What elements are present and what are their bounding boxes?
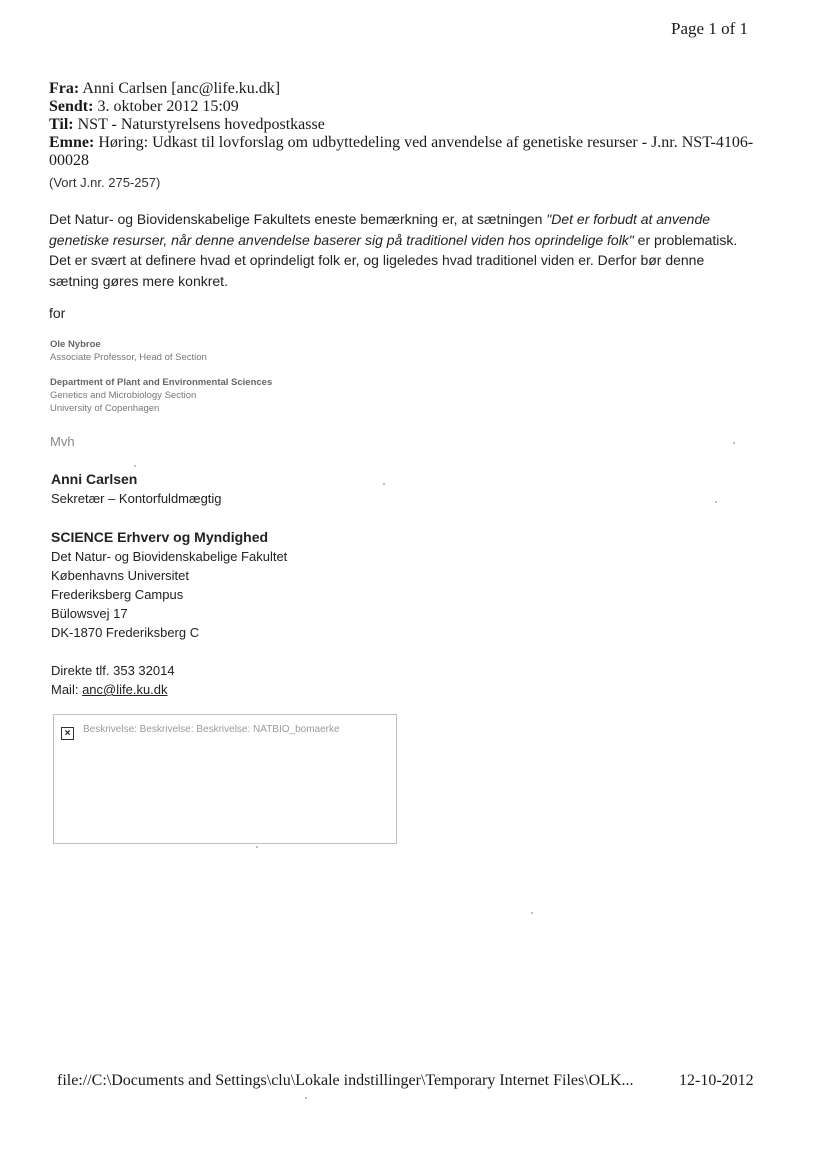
- ole-section: Genetics and Microbiology Section: [50, 390, 197, 401]
- anni-faculty: Det Natur- og Biovidenskabelige Fakultet: [51, 549, 288, 564]
- ole-university: University of Copenhagen: [50, 403, 160, 414]
- sent-label: Sendt:: [49, 98, 94, 115]
- subject-value: Høring: Udkast til lovforslag om udbyttedeling ved anvendelse af genetiske resurser - J.nr. NST-4106-00028: [49, 134, 754, 169]
- footer-path: file://C:\Documents and Settings\clu\Lokale indstillinger\Temporary Internet Files\OLK...: [57, 1072, 634, 1089]
- broken-image-icon: ×: [61, 727, 74, 740]
- body-intro: Det Natur- og Biovidenskabelige Fakultets eneste bemærkning er, at sætningen: [49, 211, 547, 227]
- to-value: NST - Naturstyrelsens hovedpostkasse: [77, 116, 325, 133]
- anni-org: SCIENCE Erhverv og Myndighed: [51, 529, 269, 545]
- sent-value: 3. oktober 2012 15:09: [97, 98, 239, 115]
- anni-title: Sekretær – Kontorfuldmægtig: [51, 491, 222, 506]
- anni-city: DK-1870 Frederiksberg C: [51, 625, 200, 640]
- body-quote: "Det er forbudt at anvende genetiske resurser, når denne anvendelse baserer sig på traditionel viden hos oprindelige folk": [49, 211, 711, 248]
- scan-speck: [134, 465, 136, 467]
- from-value: Anni Carlsen [anc@life.ku.dk]: [82, 80, 281, 97]
- ole-title: Associate Professor, Head of Section: [50, 352, 207, 363]
- ole-name-text: Ole Nybroe: [50, 339, 101, 350]
- header-subject: [49, 134, 759, 170]
- reference-number: (Vort J.nr. 275-257): [49, 175, 161, 190]
- anni-phone: Direkte tlf. 353 32014: [51, 663, 175, 678]
- ole-department: [50, 376, 272, 389]
- logo-alt-text: Beskrivelse: Beskrivelse: Beskrivelse: NATBIO_bomaerke: [83, 724, 340, 735]
- body-paragraph: [49, 209, 749, 291]
- from-label: Fra:: [49, 80, 80, 97]
- footer-date: 12-10-2012: [679, 1072, 754, 1089]
- for-text: for: [49, 305, 66, 321]
- closing: Mvh: [50, 434, 75, 449]
- anni-university: Københavns Universitet: [51, 568, 190, 583]
- ole-name: [50, 338, 101, 351]
- anni-campus: Frederiksberg Campus: [51, 587, 184, 602]
- scan-speck: [305, 1097, 307, 1099]
- mail-link[interactable]: anc@life.ku.dk: [82, 682, 168, 697]
- scan-speck: [531, 912, 533, 914]
- scan-speck: [256, 846, 258, 848]
- header-from: [49, 80, 280, 98]
- anni-street: Bülowsvej 17: [51, 606, 128, 621]
- mail-label: Mail:: [51, 682, 83, 697]
- body-rest: er problematisk. Det er svært at definere hvad et oprindeligt folk er, og ligeledes hvad traditionel viden er. Derfor bør denne sætning gøres mere konkret.: [49, 231, 738, 289]
- logo-image-placeholder: [53, 714, 397, 844]
- page-number: Page 1 of 1: [671, 19, 748, 38]
- scan-speck: [733, 442, 735, 444]
- header-sent: [49, 98, 239, 116]
- header-to: [49, 116, 325, 134]
- anni-name: Anni Carlsen: [51, 471, 138, 487]
- anni-mail: [51, 680, 168, 699]
- scan-speck: [715, 501, 717, 503]
- scan-speck: [383, 483, 385, 485]
- to-label: Til:: [49, 116, 74, 133]
- ole-department-text: Department of Plant and Environmental Sciences: [50, 377, 273, 388]
- subject-label: Emne:: [49, 134, 95, 151]
